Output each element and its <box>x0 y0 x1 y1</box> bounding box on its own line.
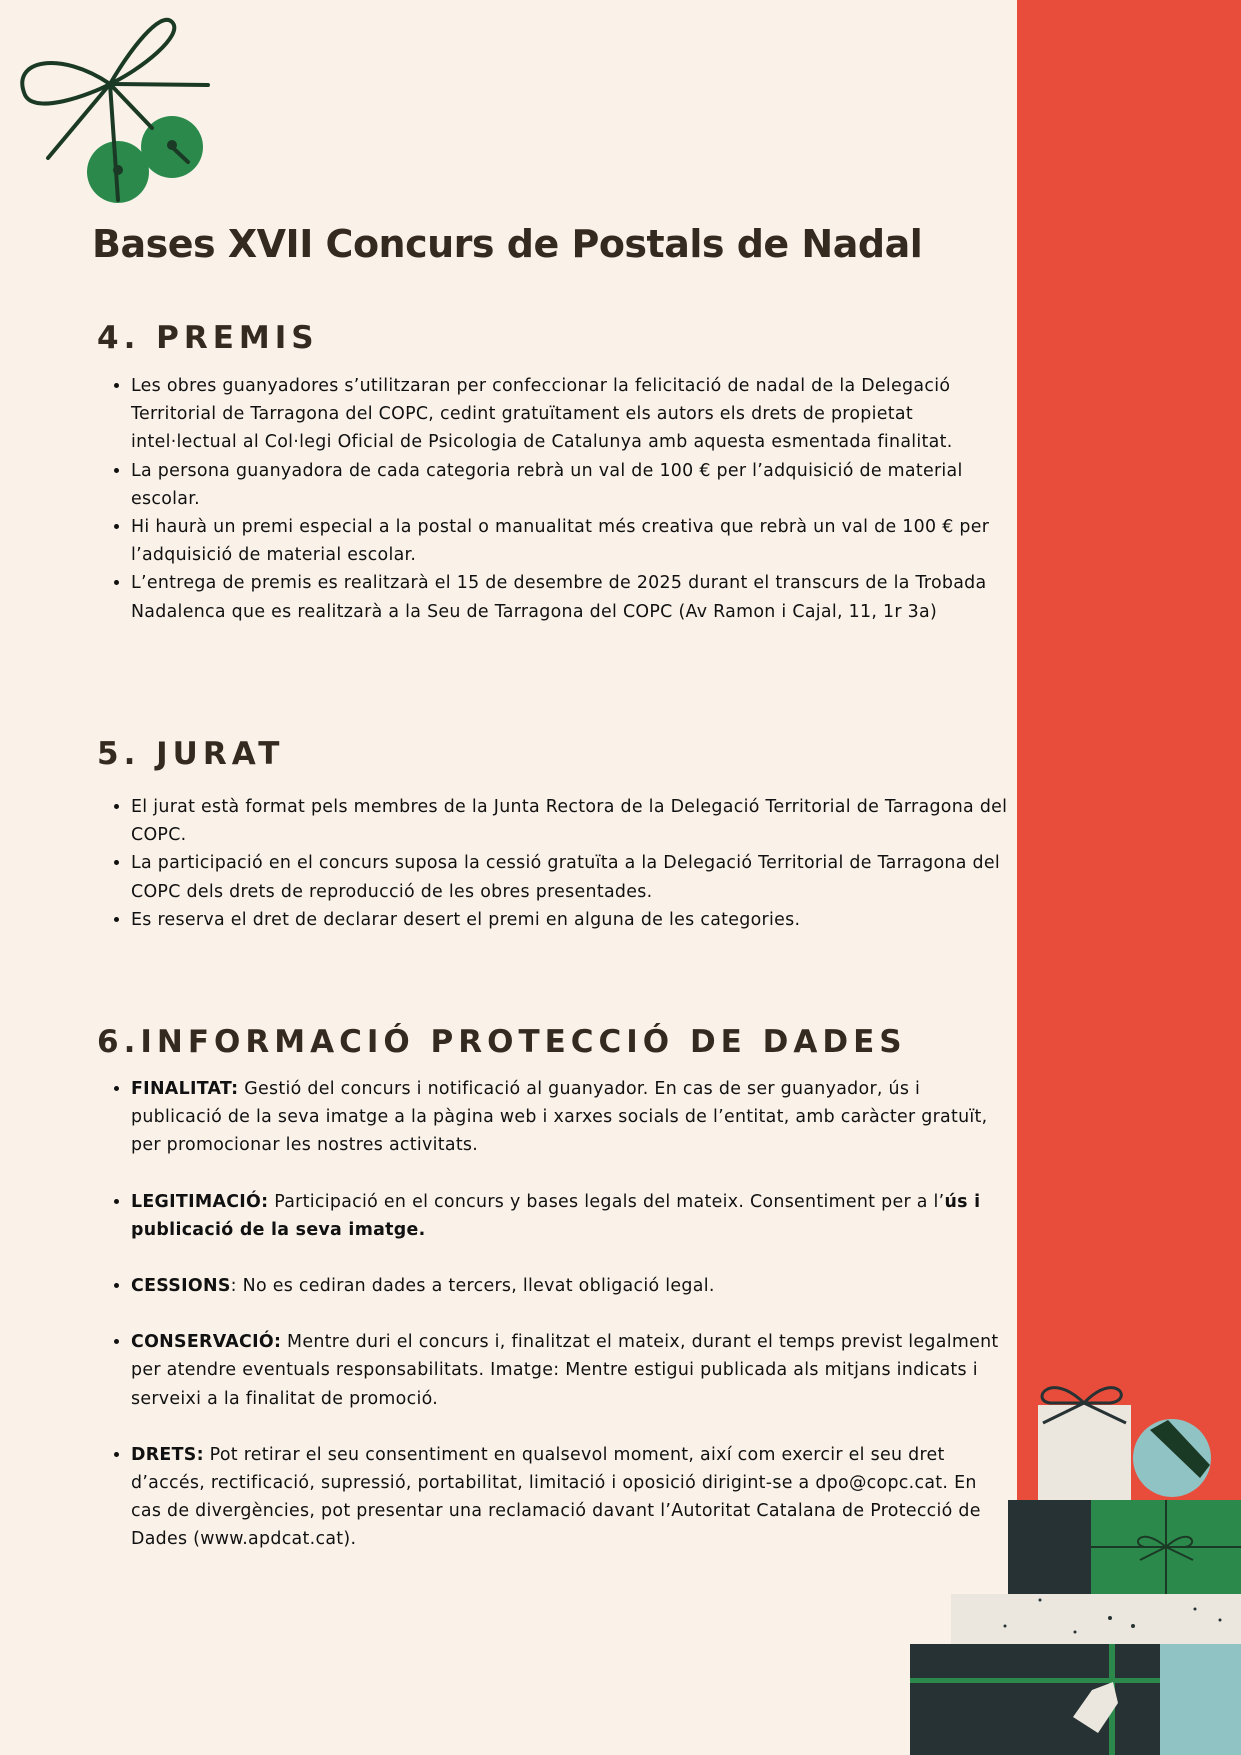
list-item-legitimacio <box>131 1188 1011 1244</box>
page-title: Bases XVII Concurs de Postals de Nadal <box>92 222 923 266</box>
gifts-illustration <box>900 1370 1241 1755</box>
list-item: • Es reserva el dret de declarar desert el premi en alguna de les categories. <box>131 906 1011 934</box>
list-item: • L’entrega de premis es realitzarà el 15 de desembre de 2025 durant el transcurs de la Trobada Nadalenca que es realitzarà a la Seu de Tarragona del COPC (Av Ramon i Cajal, 11, 1r 3a) <box>131 569 1011 625</box>
premis-list <box>103 372 1011 626</box>
item-label: CESSIONS <box>131 1276 231 1297</box>
section-heading-premis: 4. PREMIS <box>97 320 319 356</box>
list-item-conservacio <box>131 1328 1011 1413</box>
item-label: DRETS: <box>131 1444 204 1465</box>
item-bold-text: ús i publicació de la seva imatge. <box>131 1191 981 1240</box>
section-heading-jurat: 5. JURAT <box>97 736 285 772</box>
dades-list <box>103 1075 1011 1554</box>
ornament-illustration <box>0 0 220 210</box>
item-text: Gestió del concurs i notificació al guanyador. En cas de ser guanyador, ús i publicació de la seva imatge a la pàgina web i xarxes socials de l’entitat, amb caràcter gratuït, per promocionar les nostres activitats. <box>131 1079 988 1156</box>
item-label: FINALITAT: <box>131 1079 239 1099</box>
item-text: Pot retirar el seu consentiment en qualsevol moment, així com exercir el seu dret d’accés, rectificació, supressió, portabilitat, limitació i oposició dirigint-se a dpo@copc.cat. En cas de divergències, pot presentar una reclamació davant l’Autoritat Catalana de Protecció de Dades (www.apdcat.cat). <box>131 1444 981 1550</box>
jurat-list <box>103 793 1011 934</box>
item-text: Mentre duri el concurs i, finalitzat el mateix, durant el temps previst legalment per atendre eventuals responsabilitats. Imatge: Mentre estigui publicada als mitjans indicats i serveixi a la finalitat de promoció. <box>131 1332 999 1409</box>
section-heading-proteccio-dades: 6.INFORMACIÓ PROTECCIÓ DE DADES <box>97 1024 907 1060</box>
list-item-drets <box>131 1441 1011 1554</box>
list-item: • La participació en el concurs suposa la cessió gratuïta a la Delegació Territorial de Tarragona del COPC dels drets de reproducció de les obres presentades. <box>131 849 1011 905</box>
list-item: • El jurat està format pels membres de la Junta Rectora de la Delegació Territorial de Tarragona del COPC. <box>131 793 1011 849</box>
item-text: Participació en el concurs y bases legals del mateix. Consentiment per a l’ <box>268 1191 945 1212</box>
item-label: LEGITIMACIÓ: <box>131 1191 269 1212</box>
list-item: • Les obres guanyadores s’utilitzaran per confeccionar la felicitació de nadal de la Delegació Territorial de Tarragona del COPC, cedint gratuïtament els autors els drets de propietat intel·lectual al Col·legi Oficial de Psicologia de Catalunya amb aquesta esmentada finalitat. <box>131 372 1011 457</box>
item-label: CONSERVACIÓ: <box>131 1332 282 1353</box>
list-item: • Hi haurà un premi especial a la postal o manualitat més creativa que rebrà un val de 100 € per l’adquisició de material escolar. <box>131 513 1011 569</box>
list-item-cessions <box>131 1272 1011 1300</box>
list-item-finalitat <box>131 1075 1011 1160</box>
list-item: • La persona guanyadora de cada categoria rebrà un val de 100 € per l’adquisició de material escolar. <box>131 457 1011 513</box>
item-text: : No es cediran dades a tercers, llevat obligació legal. <box>230 1276 715 1297</box>
